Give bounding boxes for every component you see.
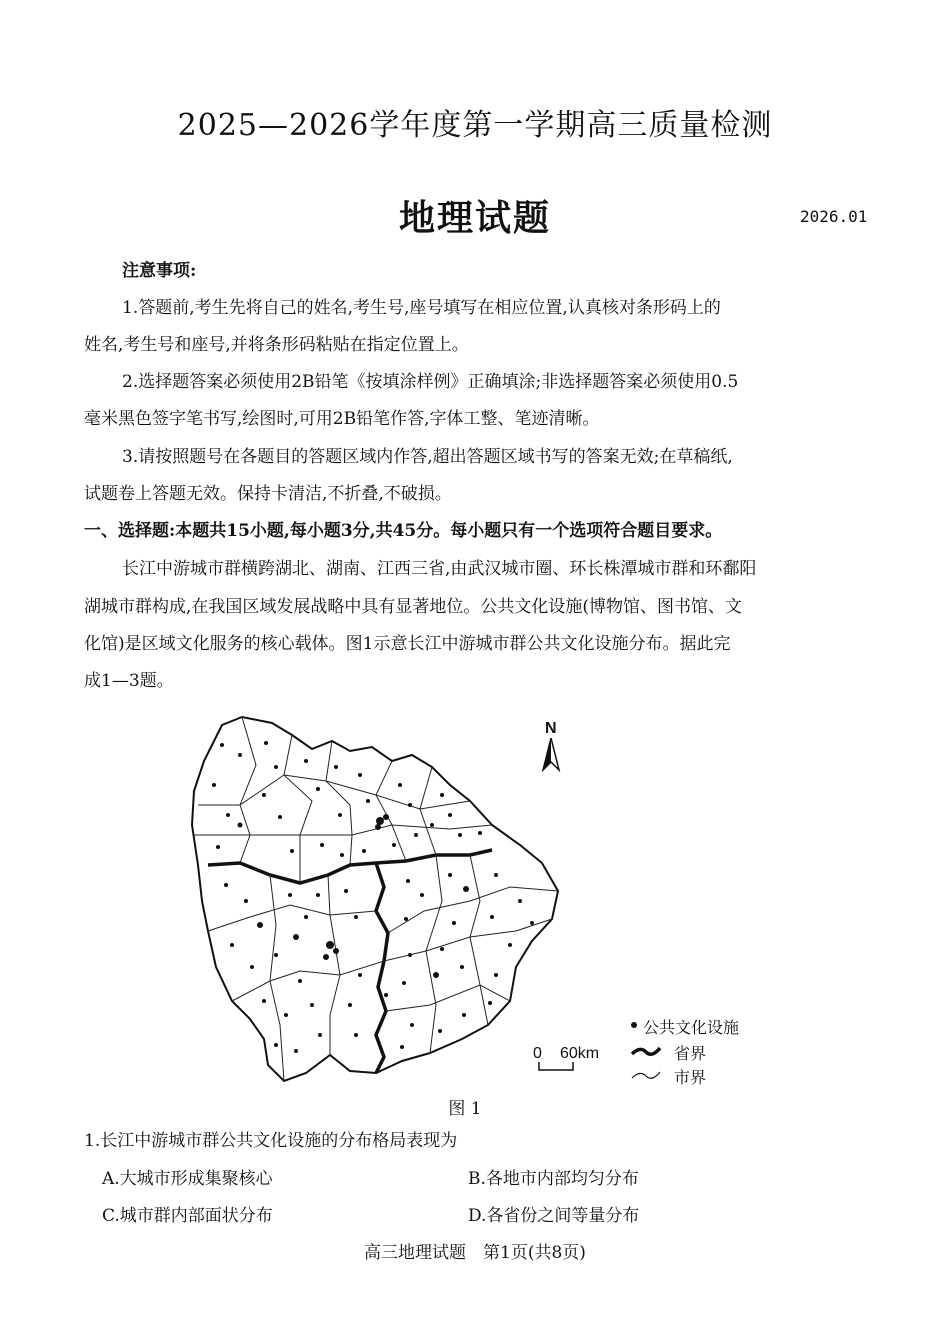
question-1-option-a[interactable]: A.大城市形成集聚核心	[102, 1169, 273, 1189]
scale-distance: 60km	[560, 1045, 600, 1062]
notice-heading: 注意事项:	[122, 261, 197, 281]
exam-date: 2026.01	[800, 207, 868, 226]
passage-line-1: 长江中游城市群横跨湖北、湖南、江西三省,由武汉城市圈、环长株潭城市群和环鄱阳	[122, 559, 757, 579]
exam-title: 2025—2026学年度第一学期高三质量检测	[177, 108, 773, 143]
question-1-option-d[interactable]: D.各省份之间等量分布	[468, 1206, 640, 1226]
facility-legend-icon	[630, 1021, 638, 1029]
legend-facility: 公共文化设施	[643, 1020, 740, 1037]
notice-item-3-line-1: 3.请按照题号在各题目的答题区域内作答,超出答题区域书写的答案无效;在草稿纸,	[122, 447, 733, 467]
north-label: N	[545, 720, 557, 737]
facility-distribution-map	[180, 705, 580, 1095]
passage-line-4: 成1—3题。	[84, 671, 174, 691]
section-1-heading: 一、选择题:本题共15小题,每小题3分,共45分。每小题只有一个选项符合题目要求。	[84, 521, 723, 541]
legend-province: 省界	[674, 1046, 707, 1063]
figure-caption: 图 1	[448, 1099, 482, 1119]
question-1-stem: 1.长江中游城市群公共文化设施的分布格局表现为	[84, 1131, 458, 1151]
passage-line-2: 湖城市群构成,在我国区域发展战略中具有显著地位。公共文化设施(博物馆、图书馆、文	[84, 597, 743, 617]
notice-item-1-line-1: 1.答题前,考生先将自己的姓名,考生号,座号填写在相应位置,认真核对条形码上的	[122, 298, 721, 318]
notice-item-2-line-2: 毫米黑色签字笔书写,绘图时,可用2B铅笔作答,字体工整、笔迹清晰。	[84, 409, 600, 429]
scale-zero: 0	[533, 1045, 542, 1062]
passage-line-3: 化馆)是区域文化服务的核心载体。图1示意长江中游城市群公共文化设施分布。据此完	[84, 634, 731, 654]
north-arrow-icon	[541, 738, 561, 772]
question-1-option-c[interactable]: C.城市群内部面状分布	[102, 1206, 273, 1226]
notice-item-1-line-2: 姓名,考生号和座号,并将条形码粘贴在指定位置上。	[84, 335, 469, 355]
province-boundary-legend-icon	[630, 1044, 664, 1058]
page-footer: 高三地理试题 第1页(共8页)	[364, 1243, 586, 1263]
legend-city: 市界	[674, 1070, 707, 1087]
map-outline	[192, 717, 558, 1081]
notice-item-3-line-2: 试题卷上答题无效。保持卡清洁,不折叠,不破损。	[84, 484, 452, 504]
city-boundary-legend-icon	[630, 1068, 664, 1082]
notice-item-2-line-1: 2.选择题答案必须使用2B铅笔《按填涂样例》正确填涂;非选择题答案必须使用0.5	[122, 372, 739, 392]
scale-bar	[537, 1062, 577, 1072]
question-1-option-b[interactable]: B.各地市内部均匀分布	[468, 1169, 639, 1189]
subject-title: 地理试题	[398, 197, 551, 239]
